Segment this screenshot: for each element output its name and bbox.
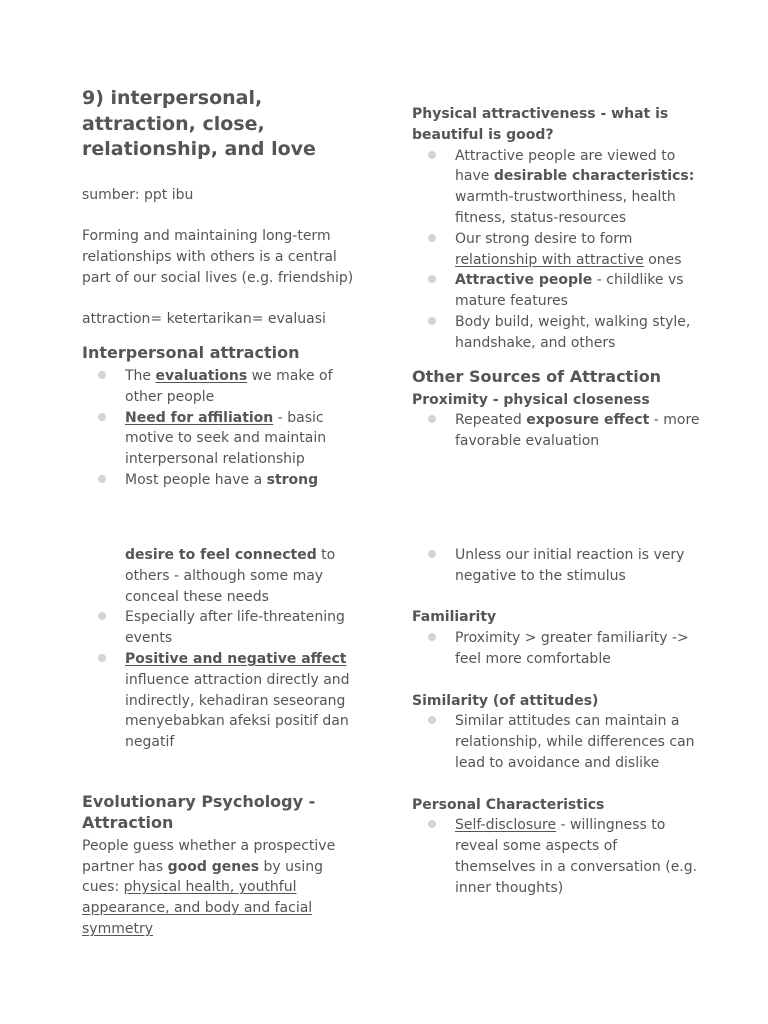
bullet-icon [98, 475, 106, 483]
list-item: Especially after life-threatening events [82, 607, 357, 649]
left-column-top [82, 86, 357, 491]
heading-physical-attractiveness: Physical attractiveness - what is beautiful is good? [412, 106, 669, 143]
heading-personal-characteristics: Personal Characteristics [412, 796, 605, 813]
bullet-icon [98, 413, 106, 421]
personal-list [412, 815, 702, 898]
bullet-icon [428, 275, 436, 283]
term-self-disclosure: Self-disclosure [455, 817, 557, 834]
list-item: Self-disclosure - willingness to reveal some aspects of themselves in a conversation (e.g. inner thoughts) [412, 815, 702, 898]
heading-familiarity: Familiarity [412, 609, 497, 626]
right-column-top [412, 104, 702, 452]
bullet-icon [98, 654, 106, 662]
physical-list [412, 146, 702, 354]
list-item: Need for affiliation - basic motive to seek and maintain interpersonal relationship [82, 408, 357, 470]
list-item: Our strong desire to form relationship with attractive ones [412, 229, 702, 271]
section-title-interpersonal: Interpersonal attraction [82, 343, 300, 363]
bullet-icon [428, 820, 436, 828]
intro-paragraph: Forming and maintaining long-term relationships with others is a central part of our social lives (e.g. friendship) [82, 228, 354, 286]
list-item: Unless our initial reaction is very negative to the stimulus [412, 545, 702, 587]
bullet-icon [428, 234, 436, 242]
term-affect: Positive and negative affect [125, 650, 347, 667]
familiarity-list [412, 628, 702, 670]
list-item: Body build, weight, walking style, handshake, and others [412, 312, 702, 354]
term-cues: physical health, youthful appearance, and body and facial symmetry [82, 879, 313, 937]
term-relationship-attractive: relationship with attractive [455, 251, 644, 268]
left-column-bottom [82, 545, 357, 940]
evolutionary-paragraph: People guess whether a prospective partner has good genes by using cues: physical health, youthful appearance, and body and facial symmetry [82, 837, 336, 937]
interpersonal-list [82, 366, 357, 491]
bullet-icon [428, 415, 436, 423]
heading-proximity: Proximity - physical closeness [412, 391, 650, 408]
bullet-icon [428, 317, 436, 325]
bullet-icon [98, 371, 106, 379]
list-item: Most people have a strong [82, 470, 357, 491]
list-item-continuation: desire to feel connected to others - although some may conceal these needs [125, 547, 336, 605]
heading-similarity: Similarity (of attitudes) [412, 692, 599, 709]
bullet-icon [428, 151, 436, 159]
list-item: Attractive people - childlike vs mature features [412, 270, 702, 312]
page-title: 9) interpersonal, attraction, close, relationship, and love [82, 87, 316, 160]
source-note: sumber: ppt ibu [82, 186, 194, 203]
list-item: The evaluations we make of other people [82, 366, 357, 408]
bullet-icon [428, 633, 436, 641]
bullet-icon [98, 612, 106, 620]
list-item: Proximity > greater familiarity -> feel more comfortable [412, 628, 702, 670]
proximity-list [412, 410, 702, 452]
bullet-icon [428, 716, 436, 724]
proximity-list-continued [412, 545, 702, 587]
section-title-other-sources: Other Sources of Attraction [412, 366, 662, 386]
definition-line: attraction= ketertarikan= evaluasi [82, 311, 326, 328]
section-title-evolutionary: Evolutionary Psychology - Attraction [82, 791, 316, 832]
term-need-for-affiliation: Need for affiliation [125, 409, 274, 426]
right-column-bottom [412, 545, 702, 899]
bullet-icon [428, 550, 436, 558]
similarity-list [412, 711, 702, 773]
list-item: Repeated exposure effect - more favorable evaluation [412, 410, 702, 452]
list-item: Similar attitudes can maintain a relationship, while differences can lead to avoidance and dislike [412, 711, 702, 773]
interpersonal-list-continued [82, 545, 357, 753]
list-item: Attractive people are viewed to have desirable characteristics: warmth-trustworthiness, health fitness, status-resources [412, 146, 702, 229]
term-evaluations: evaluations [155, 368, 248, 385]
list-item: Positive and negative affect influence attraction directly and indirectly, kehadiran seseorang menyebabkan afeksi positif dan negatif [82, 649, 357, 753]
